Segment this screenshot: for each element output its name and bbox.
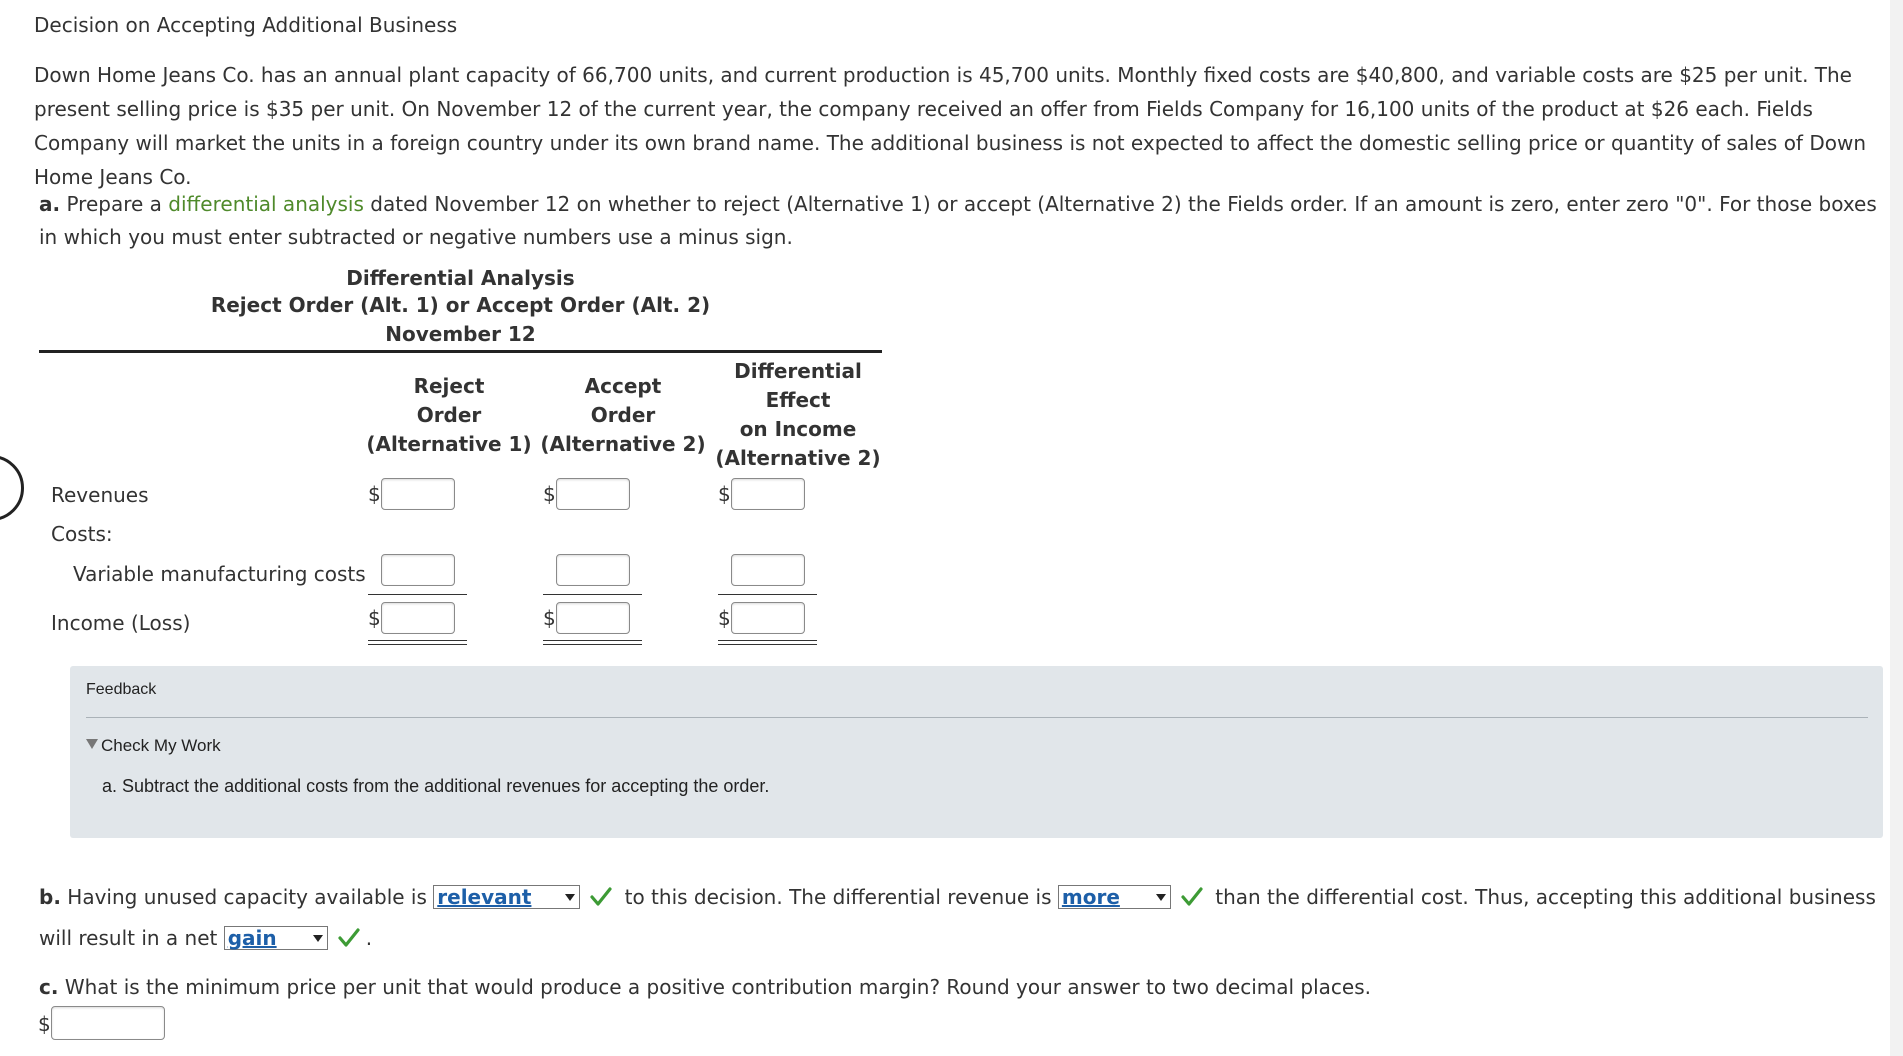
part-c-letter: c. — [39, 975, 59, 999]
net-result-select[interactable] — [224, 926, 328, 950]
currency-sign: $ — [718, 482, 731, 506]
part-b-text2: to this decision. The differential revenue is — [624, 885, 1052, 909]
revenue-comparison-select[interactable] — [1058, 885, 1171, 909]
checkmark-icon — [338, 922, 360, 960]
dropdown-arrow-icon — [1156, 894, 1166, 901]
variable-costs-alt2-input[interactable] — [556, 554, 630, 586]
table-heading-subtitle: Reject Order (Alt. 1) or Accept Order (Alt. 2) — [210, 293, 711, 317]
row-label-income: Income (Loss) — [51, 611, 191, 635]
total-double-rule — [718, 640, 817, 645]
part-b-text3: than the differential cost. Thus, accepting this additional business will result in a net — [39, 885, 1876, 950]
subtotal-rule — [718, 594, 817, 595]
part-b-question — [39, 878, 1884, 960]
row-label-revenues: Revenues — [51, 483, 149, 507]
checkmark-icon — [1181, 881, 1203, 919]
row-label-variable-costs: Variable manufacturing costs — [73, 562, 366, 586]
dropdown-arrow-icon — [313, 935, 323, 942]
partial-circle-marker — [0, 455, 24, 521]
checkmark-icon — [590, 881, 612, 919]
total-double-rule — [543, 640, 642, 645]
table-heading-title: Differential Analysis — [346, 266, 575, 290]
currency-sign: $ — [718, 606, 731, 630]
variable-costs-alt1-input[interactable] — [381, 554, 455, 586]
currency-sign: $ — [543, 482, 556, 506]
feedback-message: a. Subtract the additional costs from the additional revenues for accepting the order. — [102, 776, 770, 796]
feedback-panel — [70, 666, 1883, 838]
page-scrollbar[interactable] — [1890, 0, 1903, 1056]
check-my-work-label: Check My Work — [101, 736, 221, 755]
net-result-select-value: gain — [227, 926, 277, 950]
table-heading-date: November 12 — [385, 322, 536, 346]
subtotal-rule — [543, 594, 642, 595]
dropdown-arrow-icon — [565, 894, 575, 901]
currency-sign: $ — [543, 606, 556, 630]
part-a-instructions — [39, 188, 1884, 254]
currency-sign: $ — [38, 1012, 51, 1036]
revenues-alt2-input[interactable] — [556, 478, 630, 510]
subtotal-rule — [368, 594, 467, 595]
column-header-alt2: Accept Order (Alternative 2) — [540, 374, 706, 456]
total-double-rule — [368, 640, 467, 645]
check-my-work-toggle[interactable] — [86, 736, 221, 756]
part-c-text: What is the minimum price per unit that would produce a positive contribution margin? Round your answer to two decimal places. — [64, 975, 1371, 999]
part-b-end: . — [365, 926, 373, 950]
revenues-alt1-input[interactable] — [381, 478, 455, 510]
column-header-alt1: Reject Order (Alternative 1) — [366, 374, 532, 456]
part-a-text-after: dated November 12 on whether to reject (Alternative 1) or accept (Alternative 2) the Fields order. If an amount is zero, enter zero "0". For those boxes in which you must enter subtracted or negative numbers use a minus sign. — [39, 192, 1877, 249]
part-b-letter: b. — [39, 885, 61, 909]
revenue-comparison-select-value: more — [1061, 885, 1120, 909]
feedback-divider — [86, 717, 1868, 718]
part-c-question — [39, 975, 1371, 999]
relevance-select-value: relevant — [437, 885, 532, 909]
revenues-differential-input[interactable] — [731, 478, 805, 510]
table-heading-rule — [39, 350, 882, 353]
currency-sign: $ — [368, 606, 381, 630]
part-b-text1: Having unused capacity available is — [67, 885, 427, 909]
part-a-letter: a. — [39, 192, 61, 216]
currency-sign: $ — [368, 482, 381, 506]
differential-analysis-link[interactable]: differential analysis — [168, 192, 364, 216]
minimum-price-input[interactable] — [51, 1006, 165, 1040]
part-a-text-before: Prepare a — [66, 192, 162, 216]
disclosure-triangle-icon — [86, 739, 98, 749]
income-differential-input[interactable] — [731, 602, 805, 634]
income-alt2-input[interactable] — [556, 602, 630, 634]
variable-costs-differential-input[interactable] — [731, 554, 805, 586]
column-header-differential: Differential Effect on Income (Alternative 2) — [715, 359, 881, 470]
problem-intro: Down Home Jeans Co. has an annual plant capacity of 66,700 units, and current production is 45,700 units. Monthly fixed costs are $40,800, and variable costs are $25 per unit. The present selling price is $35 per unit. On November 12 of the current year, the company received an offer from Fields Company for 16,100 units of the product at $26 each. Fields Company will market the units in a foreign country under its own brand name. The additional business is not expected to affect the domestic selling price or quantity of sales of Down Home Jeans Co. — [34, 63, 1866, 189]
feedback-title: Feedback — [86, 681, 157, 698]
page-title: Decision on Accepting Additional Business — [34, 13, 458, 37]
income-alt1-input[interactable] — [381, 602, 455, 634]
row-label-costs: Costs: — [51, 522, 113, 546]
relevance-select[interactable] — [433, 885, 580, 909]
